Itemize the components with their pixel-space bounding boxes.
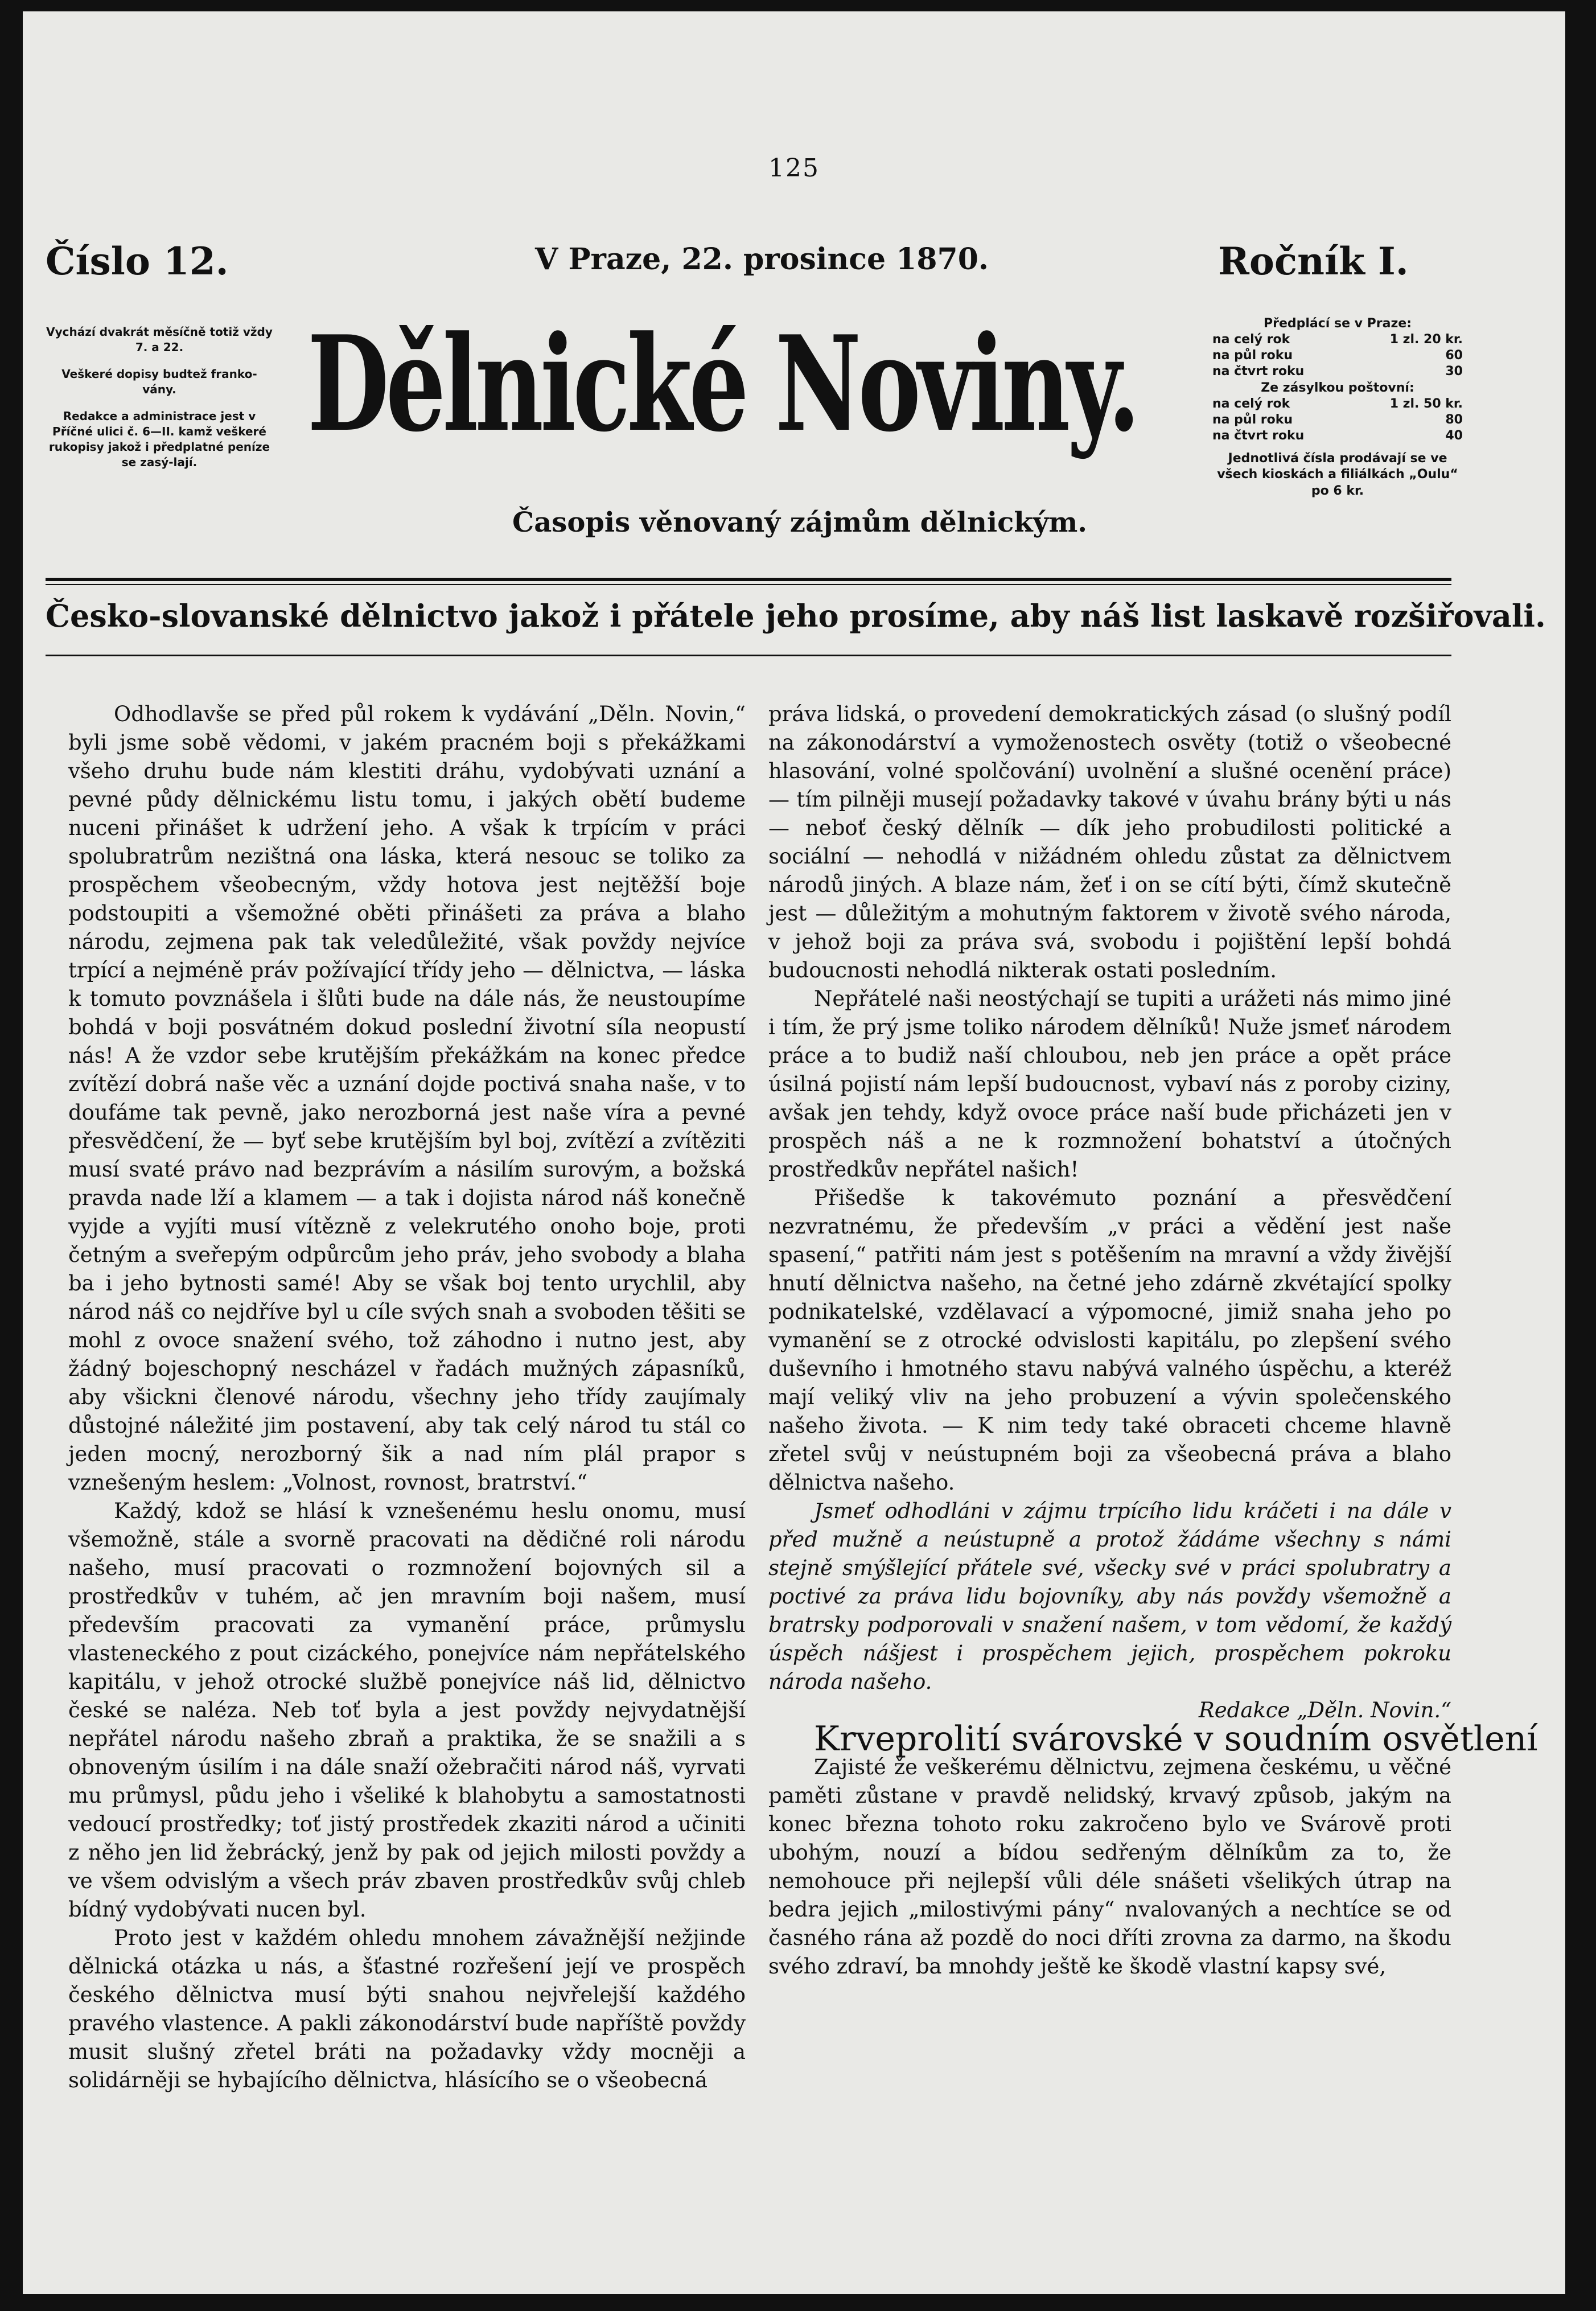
left-column — [68, 700, 746, 2095]
right-column — [768, 700, 1538, 1981]
prices-post-title: Ze zásylkou poštovní: — [1261, 380, 1414, 395]
paragraph: Nepřátelé naši neostýchají se tupiti a urážeti nás mimo jiné i tím, že prý jsme toliko národem dělníků! Nuže jsmeť národem práce a to budiž naší chloubou, neb jen práce a opět práce úsilná pojistí nám lepší budoucnost, vybaví nás z poroby ciziny, avšak jen tehdy, když ovoce práce naší bude přicházeti jen v prospěch náš a ne k rozmnožení bohatství a útočných prostředkův nepřátel našich! — [768, 986, 1451, 1182]
article-text: Zajisté že veškerému dělnictvu, zejmena českému, u věčné paměti zůstane v pravdě nelidský, krvavý způsob, jakým na konec března tohoto roku zakročeno bylo ve Svárově proti ubohým, nouzí a bídou sedřeným dělníkům za to, že nemohouce při nejlepší vůli déle snášeti všelikých útrap na bedra jejich „milostivými pány“ nvalovaných a nechtíce se od časného rána až pozdě do noci dříti zrovna za darmo, na škodu svého zdraví, ba mnohdy ještě ke škodě vlastní kapsy své, — [768, 1755, 1451, 1979]
price-row: na celý rok 1 zl. 20 kr. — [1212, 332, 1463, 347]
masthead-title: Dělnické Noviny. — [307, 307, 1137, 461]
note-editorial-office: Redakce a administrace jest v Příčné ulici č. 6—II. kamž veškeré rukopisy jakož i předplatné peníze se zasý-lají. — [48, 409, 270, 469]
paragraph: Jsmeť odhodláni v zájmu trpícího lidu kráčeti i na dále v před mužně a neústupně a protož žádáme všechny s námi stejně smýšlející přátele své, všecky své v práci spolubratry a poctivé za práva lidu bojovníky, aby nás povždy všemožně a bratrsky podporovali v snažení našem, v tom vědomí, že každý úspěch nášjest i prospěchem jejich, prospěchem pokroku národa našeho. — [768, 1499, 1451, 1694]
price-row: na půl roku 60 — [1212, 348, 1463, 363]
price-row: na čtvrt roku 30 — [1212, 364, 1463, 379]
note-schedule: Vychází dvakrát měsíčně totiž vždy 7. a 22. — [46, 325, 273, 354]
prices-prague-title: Předplácí se v Praze: — [1263, 316, 1412, 331]
paragraph: Odhodlavše se před půl rokem k vydávání „Děln. Novin,“ byli jsme sobě vědomi, v jakém pracném boji s překážkami všeho druhu bude nám klestiti dráhu, vydobývati uznání a pevné půdy dělnickému listu tomu, i jakých obětí budeme nuceni přinášet k udržení jeho. A však k trpícím v práci spolubratrům nezištná ona láska, která nesouc se toliko za prospěchem všeobecným, vždy hotova jest nejtěžší boje podstoupiti a všemožné oběti přinášeti za práva a blaho národu, zejmena pak tak veledůležité, však povždy nejvíce trpící a nejméně práv požívající třídy jeho — dělnictva, — láska k tomuto povznášela i šlůti bude na dále nás, že neustoupíme bohdá v boji posvátném dokud poslední životní síla neopustí nás! A že vzdor sebe krutějším překážkám na konec předce zvítězí dobrá naše věc a uznání dojde poctivá snaha naše, v to doufáme tak pevně, jako nerozborná jest naše víra a pevné přesvědčení, že — byť sebe krutějším byl boj, zvítězí a zvítěziti musí svaté právo nad bezprávím a násilím surovým, a božská pravda nade lží a klamem — a tak i dojista národ náš konečně vyjde a vyjíti musí vítězně z velekrutého onoho boje, proti četným a sveřepým odpůrcům jeho práv, jeho svobody a blaha ba i jeho bytnosti samé! Aby se však boj tento urychlil, aby národ náš co nejdříve byl u cíle svých snah a svoboden těšiti se mohl z ovoce snažení svého, tož záhodno i nutno jest, aby žádný bojeschopný nescházel v řadách mužných zápasníků, aby všickni členové národu, všechny jeho třídy zaujímaly důstojné náležité jim postavení, aby tak celý národ tu stál co jeden mocný, nerozborný šik a nad ním plál prapor s vznešeným heslem: „Volnost, rovnost, bratrství.“ — [68, 702, 746, 1495]
header-divider-thin — [46, 584, 1451, 585]
banner-divider — [46, 655, 1451, 656]
paragraph: Každý, kdož se hlásí k vznešenému heslu onomu, musí všemožně, stále a svorně pracovati na dědičné roli národu našeho, musí pracovati o rozmnožení bojovných sil a prostředkův v tuhém, ač jen mravním boji našem, musí především pracovati za vymanění práce, průmyslu vlasteneckého z pout cizáckého, ponejvíce nám nepřátelského kapitálu, v jehož otrocké službě ponejvíce náš lid, dělnictvo české se naléza. Neb toť byla a jest povždy nejvydatnější nepřátel národu našeho zbraň a praktika, že se snažili a s obnoveným úsilím i na dále snaží ožebračiti národ náš, vyrvati mu průmysl, půdu jeho i všeliké k blahobytu a samostatnosti vedoucí prostředky; toť jistý prostředek zkaziti národ a učiniti z něho jen lid žebrácký, jenž by pak od jejich milosti povždy a ve všem odvislým a všech práv zbaven prostředkův svůj chleb bídný vydobývati nucen byl. — [68, 1499, 746, 1922]
note-letters: Veškeré dopisy budtež franko-vány. — [61, 367, 257, 396]
prices-note: Jednotlivá čísla prodávají se ve všech kioskách a filiálkách „Oulu“ po 6 kr. — [1217, 451, 1458, 498]
publication-notes — [46, 324, 273, 482]
paragraph: Přišedše k takovémuto poznání a přesvědčení nezvratnému, že především „v práci a vědění jest naše spasení,“ patřiti nám jest s potěšením na mravní a vždy živější hnutí dělnictva našeho, na četné jeho zdárně zkvétající spolky podnikatelské, vzdělavací a výpomocné, jimiž snaha jeho po vymanění se z otrocké odvislosti kapitálu, po zlepšení svého duševního i hmotného stavu nabývá valného úspěchu, a kteréž mají veliký vliv na jeho probuzení a vývin společenského našeho života. — K nim tedy také obraceti chceme hlavně zřetel svůj v neústupném boji za všeobecná práva a blaho dělnictva našeho. — [768, 1186, 1451, 1495]
price-row: na čtvrt roku 40 — [1212, 429, 1463, 443]
header-divider — [46, 578, 1451, 581]
page-number: 125 — [768, 154, 820, 183]
volume-number: Ročník I. — [1218, 239, 1409, 283]
paragraph: práva lidská, o provedení demokratických zásad (o slušný podíl na zákonodárství a vymoženostech osvěty (totiž o všeobecné hlasování, volné spolčování) uvolnění a slušné ocenění práce) — tím pilněji musejí požadavky takové v úvahu brány býti u nás — neboť český dělník — dík jeho probudilosti politické a sociální — nehodlá v nižádném ohledu zůstat za dělnictvem národů jiných. A blaze nám, žeť i on se cítí býti, čímž skutečně jest — důležitým a mohutným faktorem v životě svého národa, v jehož boji za práva svá, svobodu i pojištění lepší bohdá budoucnosti nehodlá nikterak ostati posledním. — [768, 702, 1451, 982]
banner-appeal: Česko-slovanské dělnictvo jakož i přátele jeho prosíme, aby náš list laskavě rozšiřovali. — [46, 598, 1546, 634]
article-title: Krveprolití svárovské v soudním osvětlení — [814, 1719, 1538, 1759]
masthead-subtitle: Časopis věnovaný zájmům dělnickým. — [512, 507, 1087, 538]
price-row: na celý rok 1 zl. 50 kr. — [1212, 396, 1463, 411]
newspaper-page — [23, 11, 1565, 2294]
paragraph: Proto jest v každém ohledu mnohem závažnější nežjinde dělnická otázka u nás, a šťastné rozřešení její ve prospěch českého dělnictva musí býti snahou nejvřelejší každého pravého vlastence. A pakli zákonodárství bude napříště povždy musit slušný zřetel bráti na požadavky vždy mocněji a solidárněji se hybajícího dělnictva, hlásícího se o všeobecná — [68, 1926, 746, 2092]
dateline: V Praze, 22. prosince 1870. — [535, 242, 989, 277]
signature: Redakce „Děln. Novin.“ — [1198, 1698, 1451, 1722]
issue-number: Číslo 12. — [46, 239, 229, 283]
price-row: na půl roku 80 — [1212, 412, 1463, 427]
subscription-prices — [1212, 316, 1463, 499]
